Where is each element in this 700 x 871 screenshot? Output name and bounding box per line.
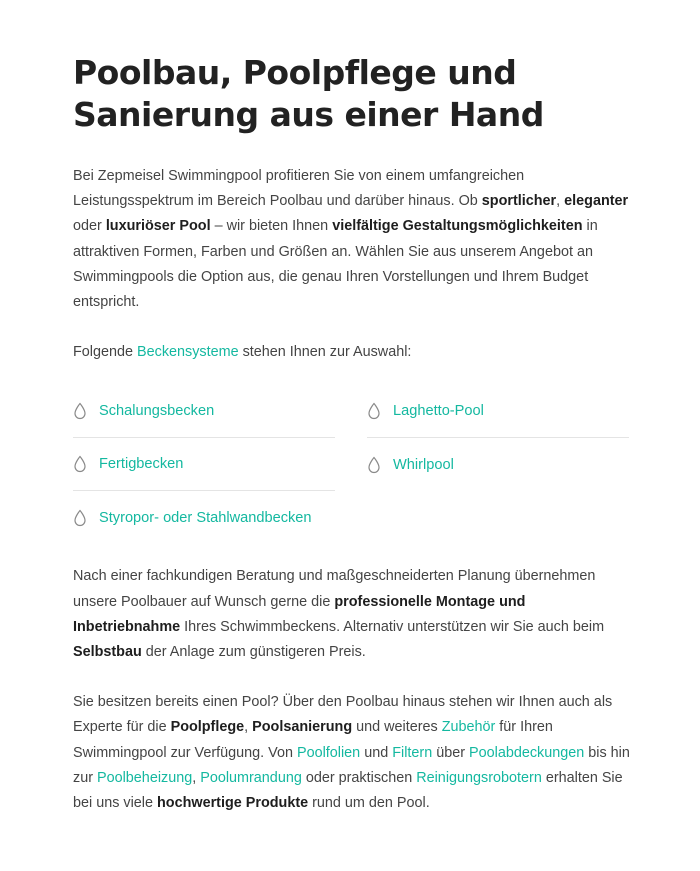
existing-text: oder praktischen (301, 769, 417, 786)
pool-type-label[interactable]: Fertigbecken (99, 456, 184, 473)
intro-bold: luxuriöser Pool (105, 218, 211, 235)
existing-bold: Poolpflege (170, 719, 245, 736)
systems-intro (73, 340, 633, 365)
intro-bold: vielfältige Gestaltungsmöglichkeiten (332, 218, 583, 235)
existing-text: rund um den Pool. (308, 795, 430, 812)
pool-type-item[interactable] (367, 438, 629, 491)
service-paragraph (73, 564, 633, 665)
existing-text: bis hin zur (73, 744, 630, 786)
zubehoer-link[interactable]: Zubehör (441, 719, 496, 736)
existing-text: , (192, 769, 201, 786)
intro-text: oder (73, 218, 106, 235)
water-drop-icon (73, 402, 87, 420)
pool-type-label[interactable]: Styropor- oder Stahlwandbecken (99, 509, 312, 526)
pool-type-list (73, 385, 633, 544)
existing-text: , (244, 719, 253, 736)
pool-type-label[interactable]: Schalungsbecken (99, 403, 215, 420)
existing-bold: Poolsanierung (252, 719, 353, 736)
intro-text: , (556, 193, 565, 210)
filtern-link[interactable]: Filtern (392, 744, 433, 761)
intro-bold: eleganter (564, 193, 629, 210)
existing-text: und (360, 744, 393, 761)
poolfolien-link[interactable]: Poolfolien (296, 744, 361, 761)
poolabdeckungen-link[interactable]: Poolabdeckungen (469, 744, 585, 761)
poolumrandung-link[interactable]: Poolumrandung (200, 769, 302, 786)
existing-bold: hochwertige Produkte (157, 795, 309, 812)
existing-text: über (432, 744, 470, 761)
pool-type-item[interactable] (73, 491, 335, 544)
existing-text: erhalten Sie bei uns viele (73, 769, 623, 812)
intro-text: in attraktiven Formen, Farben und Größen an. Wählen Sie aus unserem Angebot an Swimmingpools die Option aus, die genau Ihren Vorstellungen und Ihrem Budget entspricht. (73, 218, 598, 311)
water-drop-icon (367, 402, 381, 420)
service-bold: Selbstbau (73, 644, 142, 661)
water-drop-icon (367, 456, 381, 474)
service-text: der Anlage zum günstigeren Preis. (141, 644, 366, 661)
existing-text: und weiteres (352, 719, 442, 736)
page-title: Poolbau, Poolpflege und Sanierung aus einer Hand (73, 53, 544, 134)
reinigungsroboter-link[interactable]: Reinigungsrobotern (416, 769, 542, 786)
beckensysteme-link[interactable]: Beckensysteme (137, 344, 239, 361)
existing-pool-paragraph (73, 690, 633, 816)
service-text: Ihres Schwimmbeckens. Alternativ unterstützen wir Sie auch beim (180, 618, 605, 635)
intro-bold: sportlicher (481, 193, 557, 210)
pool-type-item[interactable] (73, 438, 335, 491)
existing-text: für Ihren Swimmingpool zur Verfügung. Von (73, 719, 553, 761)
systems-text: Folgende (73, 344, 138, 361)
pool-type-item[interactable] (367, 385, 629, 438)
pool-type-label[interactable]: Whirlpool (393, 456, 454, 473)
existing-text: Sie besitzen bereits einen Pool? Über den Poolbau hinaus stehen wir Ihnen auch als Experte für die (73, 694, 613, 736)
systems-text: stehen Ihnen zur Auswahl: (238, 344, 412, 361)
content (73, 52, 633, 816)
water-drop-icon (73, 509, 87, 527)
pool-type-item[interactable] (73, 385, 335, 438)
pool-type-label[interactable]: Laghetto-Pool (393, 403, 484, 420)
service-bold: professionelle Montage und Inbetriebnahme (73, 593, 526, 635)
service-text: Nach einer fachkundigen Beratung und maßgeschneiderten Planung übernehmen unsere Poolbauer auf Wunsch gerne die (73, 568, 596, 610)
intro-text: – wir bieten Ihnen (210, 218, 333, 235)
water-drop-icon (73, 455, 87, 473)
intro-paragraph (73, 164, 633, 315)
poolbeheizung-link[interactable]: Poolbeheizung (97, 769, 193, 786)
intro-text: Bei Zepmeisel Swimmingpool profitieren Sie von einem umfangreichen Leistungsspektrum im Bereich Poolbau und darüber hinaus. Ob (73, 168, 525, 210)
